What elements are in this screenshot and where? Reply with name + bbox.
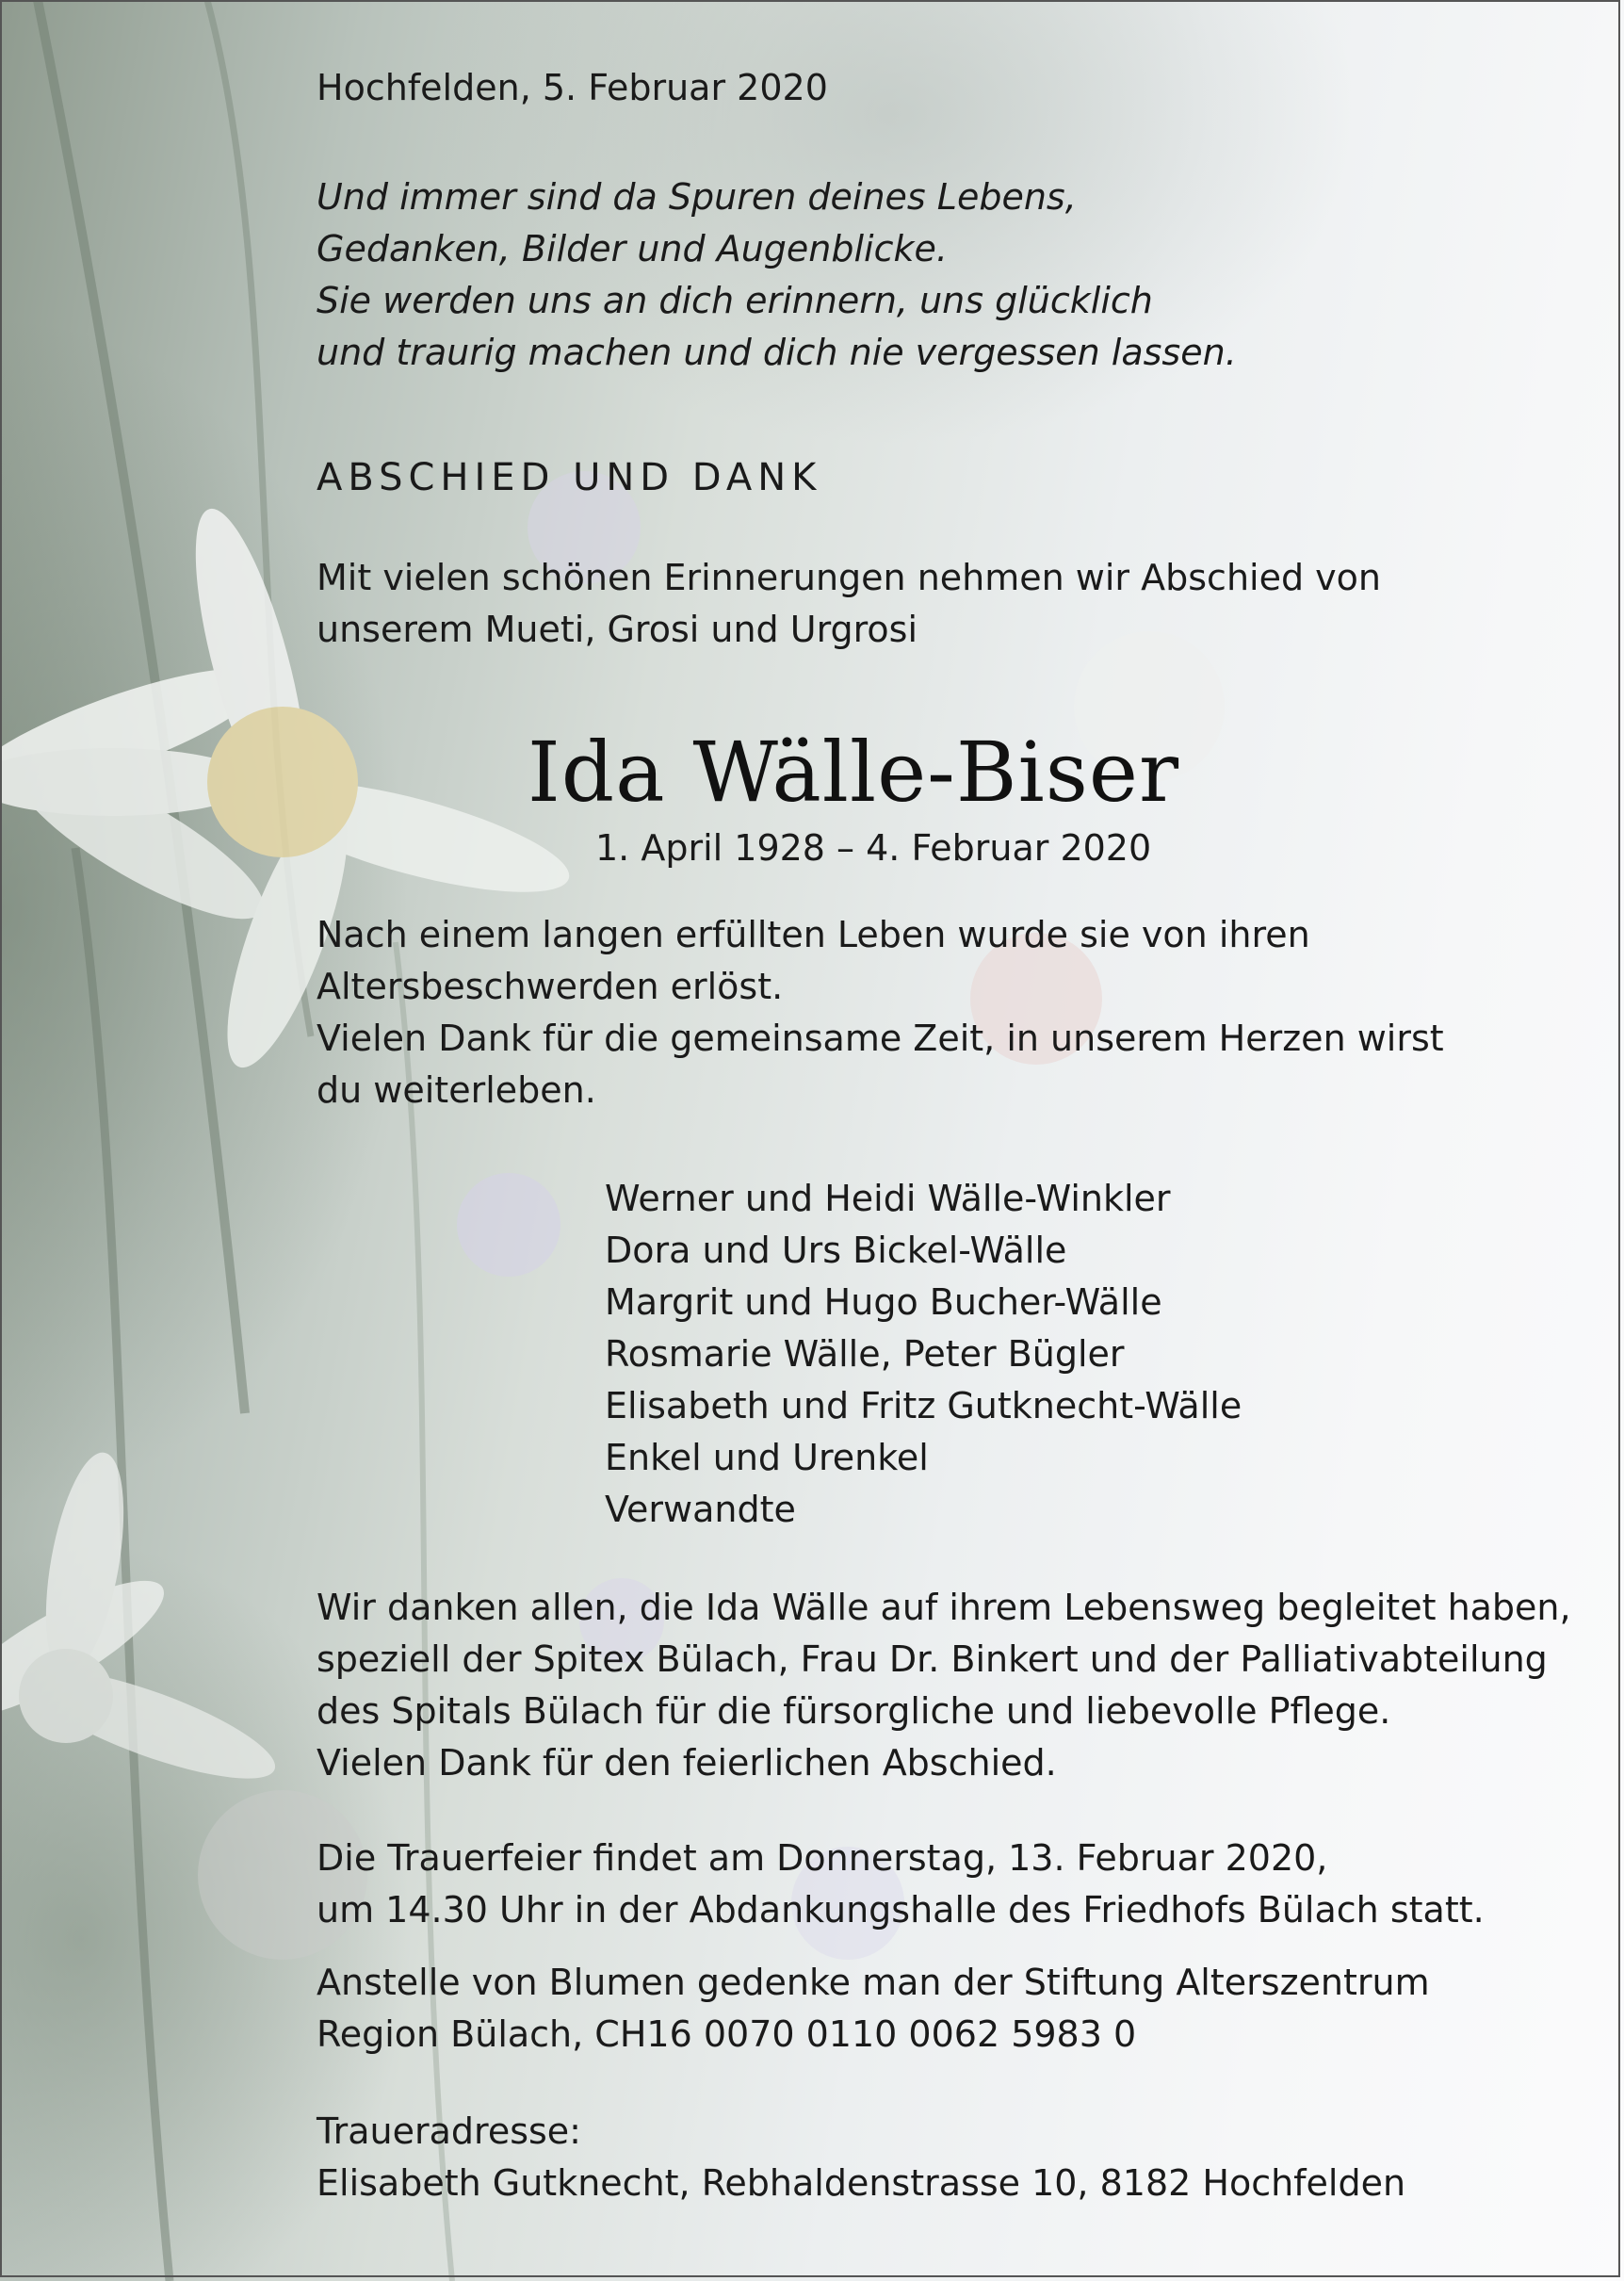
daisy-flower-icon (0, 1447, 285, 1800)
place-date: Hochfelden, 5. Februar 2020 (317, 67, 828, 108)
mourner-entry: Elisabeth und Fritz Gutknecht-Wälle (605, 1385, 1242, 1426)
intro-text (317, 552, 1381, 656)
deceased-name: Ida Wälle-Biser (528, 724, 1180, 821)
poem-line: Gedanken, Bilder und Augenblicke. (317, 228, 948, 269)
paragraph-line: du weiterleben. (317, 1069, 596, 1111)
mourner-entry: Verwandte (605, 1489, 796, 1530)
thanks-line: Wir danken allen, die Ida Wälle auf ihrem Lebensweg begleitet haben, (317, 1587, 1571, 1628)
poem-line: Und immer sind da Spuren deines Lebens, (317, 176, 1077, 218)
farewell-paragraph (317, 909, 1444, 1116)
donation-info (317, 1957, 1430, 2061)
life-dates: 1. April 1928 – 4. Februar 2020 (595, 827, 1152, 869)
ceremony-line: Die Trauerfeier findet am Donnerstag, 13. Februar 2020, (317, 1837, 1328, 1879)
thanks-line: des Spitals Bülach für die fürsorgliche und liebevolle Pflege. (317, 1690, 1391, 1732)
poem (317, 171, 1237, 379)
section-heading: ABSCHIED UND DANK (317, 456, 822, 499)
thanks-line: Vielen Dank für den feierlichen Abschied. (317, 1742, 1057, 1784)
mourner-entry: Enkel und Urenkel (605, 1437, 929, 1478)
paragraph-line: Vielen Dank für die gemeinsame Zeit, in unserem Herzen wirst (317, 1018, 1444, 1059)
ceremony-info (317, 1833, 1485, 1936)
mourning-address (317, 2106, 1405, 2209)
thanks-line: speziell der Spitex Bülach, Frau Dr. Binkert und der Palliativabteilung (317, 1638, 1548, 1680)
intro-line: unserem Mueti, Grosi und Urgrosi (317, 609, 918, 650)
address-text: Elisabeth Gutknecht, Rebhaldenstrasse 10, 8182 Hochfelden (317, 2162, 1406, 2204)
mourner-entry: Rosmarie Wälle, Peter Bügler (605, 1333, 1125, 1375)
mourner-entry: Margrit und Hugo Bucher-Wälle (605, 1281, 1162, 1323)
thanks-paragraph (317, 1582, 1571, 1789)
ceremony-line: um 14.30 Uhr in der Abdankungshalle des Friedhofs Bülach statt. (317, 1889, 1485, 1931)
donation-line: Region Bülach, CH16 0070 0110 0062 5983 0 (317, 2013, 1137, 2055)
intro-line: Mit vielen schönen Erinnerungen nehmen wir Abschied von (317, 557, 1381, 598)
mourner-entry: Werner und Heidi Wälle-Winkler (605, 1178, 1171, 1219)
paragraph-line: Altersbeschwerden erlöst. (317, 966, 784, 1007)
mourner-entry: Dora und Urs Bickel-Wälle (605, 1230, 1067, 1271)
mourners-list (605, 1173, 1242, 1536)
paragraph-line: Nach einem langen erfüllten Leben wurde sie von ihren (317, 914, 1310, 955)
poem-line: und traurig machen und dich nie vergessen lassen. (317, 332, 1237, 373)
poem-line: Sie werden uns an dich erinnern, uns glücklich (317, 280, 1153, 321)
address-label: Traueradresse: (317, 2110, 581, 2152)
donation-line: Anstelle von Blumen gedenke man der Stiftung Alterszentrum (317, 1962, 1430, 2003)
